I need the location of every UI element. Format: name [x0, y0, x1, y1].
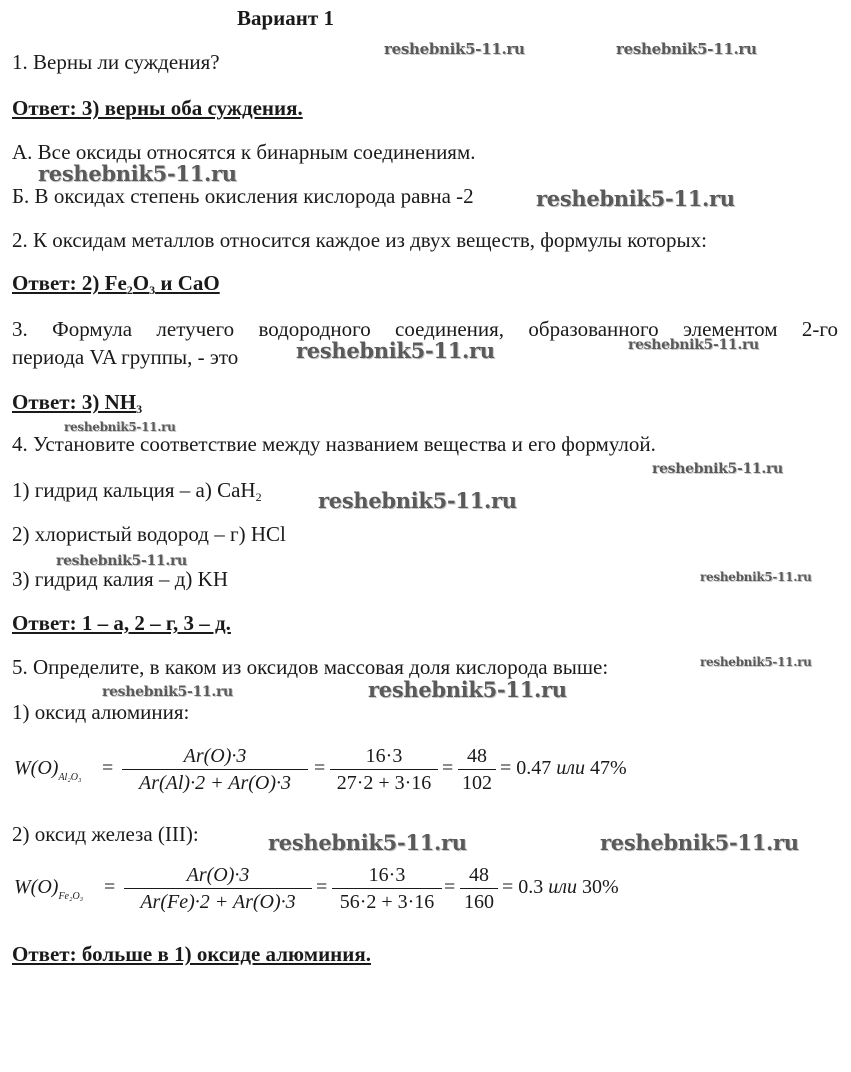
watermark: reshebnik5-11.ru — [64, 420, 176, 434]
answer-3: Ответ: 3) $NH_3$ — [12, 390, 143, 416]
formula-1-fraction-2: 16·3 27·2 + 3·16 — [330, 744, 438, 795]
watermark: reshebnik5-11.ru — [616, 40, 757, 58]
answer-1: Ответ: 3) верны оба суждения. — [12, 96, 303, 120]
formula-2-fraction-2: 16·3 56·2 + 3·16 — [332, 863, 442, 914]
page-title: Вариант 1 — [237, 6, 334, 30]
answer-5: Ответ: больше в 1) оксиде алюминия. — [12, 942, 371, 966]
formula-1-lhs: $W(O)_{Al_2O_3}$ — [14, 757, 82, 783]
equals-sign: = — [102, 757, 114, 779]
formula-2-lhs: $W(O)_{Fe_2O_3}$ — [14, 876, 84, 902]
formula-2-fraction-1: Ar(O)·3 Ar(Fe)·2 + Ar(O)·3 — [124, 863, 312, 914]
watermark: reshebnik5-11.ru — [296, 338, 495, 363]
watermark: reshebnik5-11.ru — [652, 461, 783, 477]
q5-item-1: 1) оксид алюминия: — [12, 700, 190, 724]
q5-item-2: 2) оксид железа (III): — [12, 822, 199, 846]
question-3-line1: 3. Формула летучего водородного соединения, образованного элементом 2-го — [12, 317, 838, 341]
formula-1-fraction-1: Ar(O)·3 Ar(Al)·2 + Ar(O)·3 — [122, 744, 308, 795]
equals-sign: = — [314, 757, 326, 779]
watermark: reshebnik5-11.ru — [368, 677, 567, 702]
watermark: reshebnik5-11.ru — [384, 40, 525, 58]
question-5: 5. Определите, в каком из оксидов массовая доля кислорода выше: — [12, 655, 609, 679]
watermark: reshebnik5-11.ru — [38, 161, 237, 186]
watermark: reshebnik5-11.ru — [600, 830, 799, 855]
watermark: reshebnik5-11.ru — [318, 488, 517, 513]
watermark: reshebnik5-11.ru — [56, 553, 187, 569]
formula-1-fraction-3: 48 102 — [458, 744, 496, 795]
q4-item-2: 2) хлористый водород – г) HCl — [12, 522, 286, 546]
watermark: reshebnik5-11.ru — [268, 830, 467, 855]
formula-1-result: = 0.47 или 47% — [500, 757, 627, 779]
watermark: reshebnik5-11.ru — [102, 684, 233, 700]
equals-sign: = — [444, 876, 456, 898]
q4-item-3: 3) гидрид калия – д) KH — [12, 567, 228, 591]
formula-2-result: = 0.3 или 30% — [502, 876, 619, 898]
answer-2: Ответ: 2) $Fe_2O_3$ и CaO — [12, 271, 220, 297]
answer-4: Ответ: 1 – а, 2 – г, 3 – д. — [12, 611, 231, 635]
watermark: reshebnik5-11.ru — [700, 655, 812, 669]
statement-b: Б. В оксидах степень окисления кислорода равна -2 — [12, 184, 474, 208]
question-1: 1. Верны ли суждения? — [12, 50, 220, 74]
watermark: reshebnik5-11.ru — [628, 337, 759, 353]
q4-item-1: 1) гидрид кальция – а) CaH$_2$ — [12, 478, 262, 504]
equals-sign: = — [442, 757, 454, 779]
watermark: reshebnik5-11.ru — [700, 570, 812, 584]
equals-sign: = — [104, 876, 116, 898]
formula-2-fraction-3: 48 160 — [460, 863, 498, 914]
equals-sign: = — [316, 876, 328, 898]
statement-a: А. Все оксиды относятся к бинарным соединениям. — [12, 140, 476, 164]
question-4: 4. Установите соответствие между названием вещества и его формулой. — [12, 432, 656, 456]
watermark: reshebnik5-11.ru — [536, 186, 735, 211]
question-3-line2: периода VA группы, - это — [12, 345, 239, 369]
question-2: 2. К оксидам металлов относится каждое из двух веществ, формулы которых: — [12, 228, 707, 252]
